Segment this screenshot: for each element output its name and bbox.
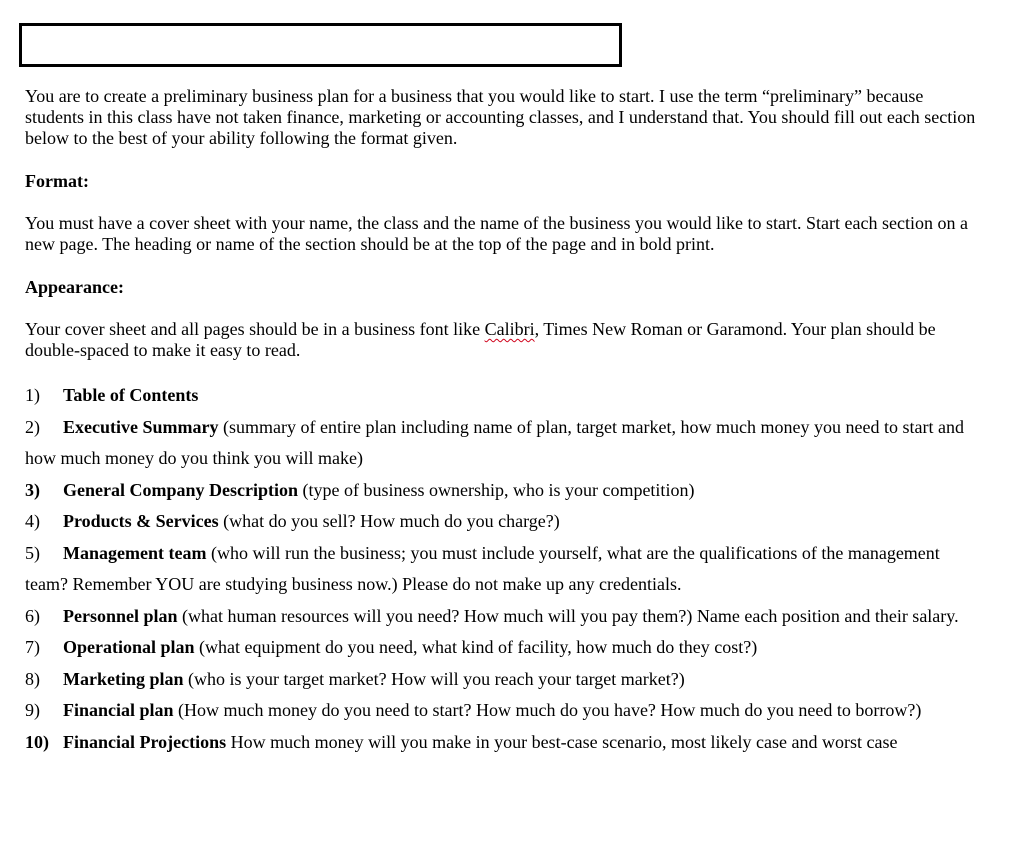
- appearance-text-before: Your cover sheet and all pages should be in a business font like: [25, 319, 485, 339]
- item-description: (summary of entire plan including name of plan, target market, how much money you need to start and how much money do you think you will make): [25, 416, 964, 468]
- item-number: 6): [25, 605, 40, 626]
- item-description: (who will run the business; you must include yourself, what are the qualifications of the management team? Remember YOU are studying business now.) Please do not make up any credentials.: [25, 542, 940, 594]
- item-number: 4): [25, 511, 40, 531]
- item-description: (type of business ownership, who is your competition): [297, 479, 695, 500]
- item-number: 10): [25, 731, 49, 752]
- item-title: Executive Summary: [63, 416, 219, 437]
- item-number: 9): [25, 700, 40, 720]
- list-item: [25, 695, 985, 727]
- item-title: Personnel plan: [63, 605, 178, 626]
- item-title: Marketing plan: [63, 668, 184, 689]
- item-description: (How much money do you need to start? How much do you have? How much do you need to borrow?): [173, 700, 922, 720]
- item-title: Table of Contents: [63, 385, 199, 405]
- item-title: Management team: [63, 542, 207, 563]
- item-number: 7): [25, 637, 40, 657]
- list-item: [25, 538, 985, 601]
- item-title: Operational plan: [63, 637, 195, 657]
- item-title: General Company Description: [63, 479, 298, 500]
- list-item: [25, 475, 985, 507]
- appearance-text-after: , Times New Roman or Garamond. Your plan should be double-spaced to make it easy to read.: [25, 319, 936, 360]
- list-item: [25, 632, 985, 664]
- item-number: 5): [25, 542, 40, 563]
- list-item: [25, 380, 985, 412]
- item-title: Financial Projections: [63, 731, 227, 752]
- list-item: [25, 601, 985, 633]
- item-description: (who is your target market? How will you reach your target market?): [183, 668, 685, 689]
- appearance-paragraph: [25, 319, 985, 361]
- list-item: [25, 664, 985, 696]
- item-title: Products & Services: [63, 511, 219, 531]
- item-description: (what human resources will you need? How much will you pay them?) Name each position and their salary.: [177, 605, 959, 626]
- appearance-heading: Appearance:: [25, 277, 124, 297]
- intro-paragraph: You are to create a preliminary business plan for a business that you would like to start. I use the term “preliminary” because students in this class have not taken finance, marketing or accounting classes, and I understand that. You should fill out each section below to the best of your ability following the format given.: [25, 86, 976, 148]
- spellcheck-flagged-word[interactable]: Calibri: [484, 319, 535, 339]
- list-item: [25, 412, 985, 475]
- format-paragraph: You must have a cover sheet with your name, the class and the name of the business you would like to start. Start each section on a new page. The heading or name of the section should be at the top of the page and in bold print.: [25, 213, 968, 254]
- list-item: [25, 506, 985, 538]
- item-number: 1): [25, 385, 40, 405]
- format-heading: Format:: [25, 171, 89, 191]
- list-item: [25, 727, 985, 759]
- item-number: 8): [25, 668, 40, 689]
- item-description: (what do you sell? How much do you charge?): [218, 511, 560, 531]
- title-box: [19, 23, 622, 67]
- item-number: 3): [25, 479, 40, 500]
- item-title: Financial plan: [63, 700, 174, 720]
- item-description: (what equipment do you need, what kind of facility, how much do they cost?): [194, 637, 758, 657]
- sections-list: [25, 380, 985, 758]
- item-description: How much money will you make in your best-case scenario, most likely case and worst case: [226, 731, 898, 752]
- item-number: 2): [25, 416, 40, 437]
